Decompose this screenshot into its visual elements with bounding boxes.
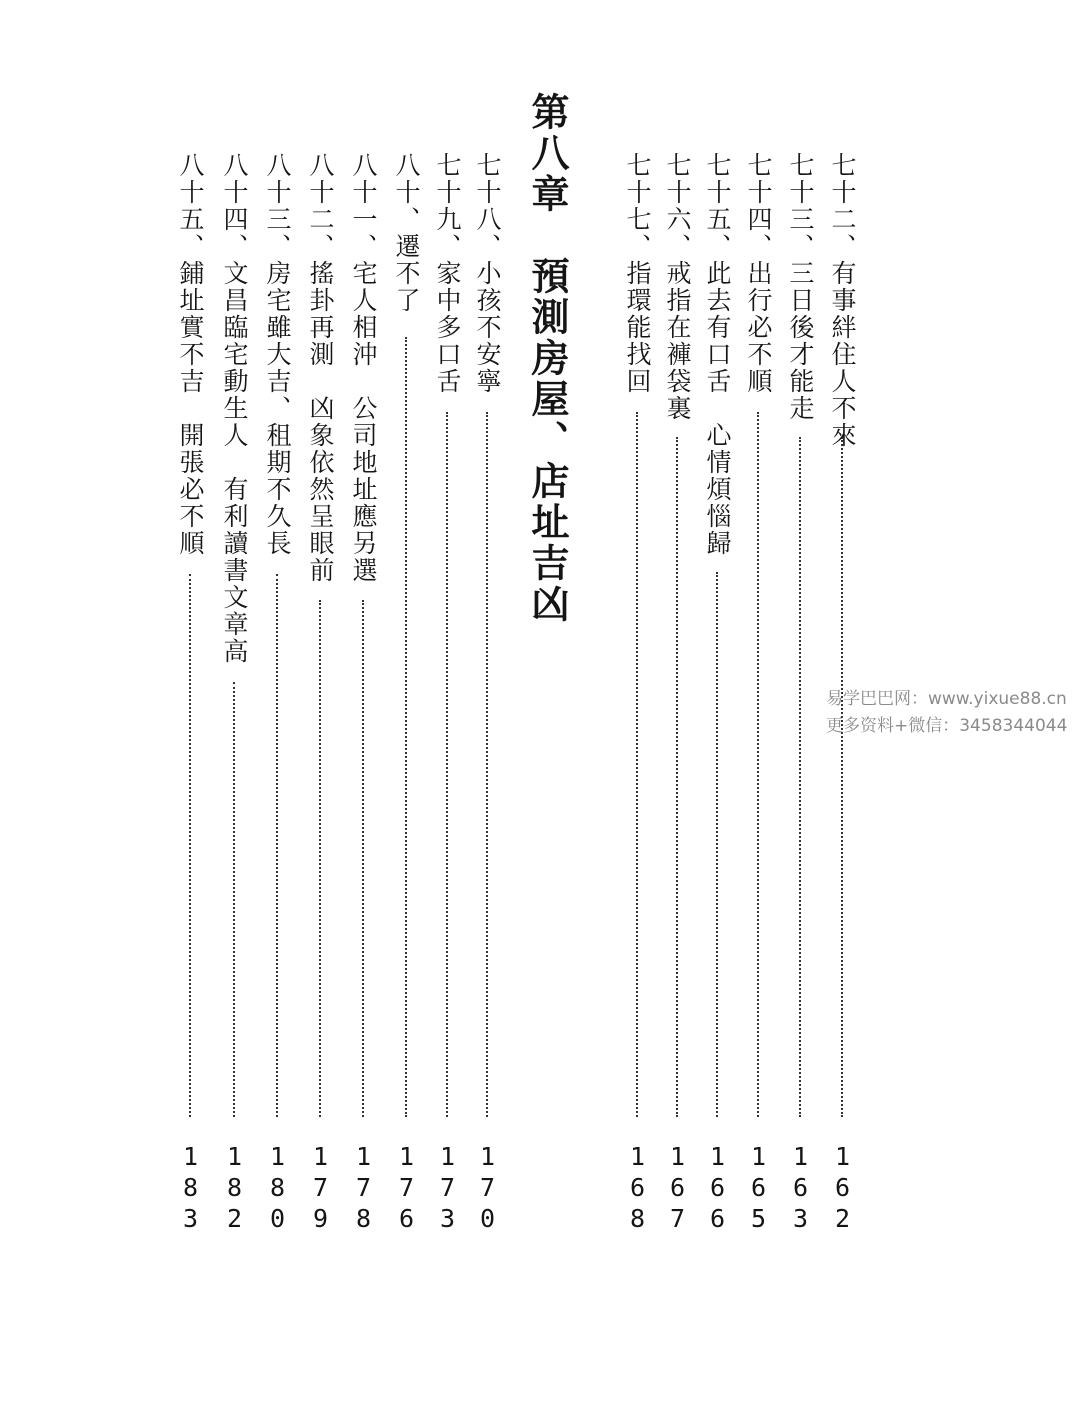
toc-entry-79 — [427, 152, 467, 1235]
leader-dots — [276, 574, 278, 1117]
leader-dots — [799, 437, 801, 1117]
entry-title: 七十三、三日後才能走 — [786, 152, 815, 422]
watermark-line-2: 更多资料+微信：3458344044 — [826, 716, 1068, 736]
entry-title: 八十三、房宅雖大吉、租期不久長 — [263, 152, 292, 557]
entry-title: 八十、遷不了 — [392, 152, 421, 314]
entry-title: 七十六、戒指在褲袋裏 — [663, 152, 692, 422]
entry-title: 七十四、出行必不順 — [744, 152, 773, 395]
entry-title: 七十二、有事絆住人不來 — [828, 152, 857, 449]
entry-page-number: 179 — [306, 1142, 335, 1235]
toc-entry-81 — [343, 152, 383, 1235]
entry-page-number: 180 — [263, 1142, 292, 1235]
entry-page-number: 170 — [473, 1142, 502, 1235]
entry-page-number: 162 — [828, 1142, 857, 1235]
entry-page-number: 163 — [786, 1142, 815, 1235]
entry-page-number: 168 — [623, 1142, 652, 1235]
leader-dots — [233, 682, 235, 1117]
entry-page-number: 178 — [349, 1142, 378, 1235]
leader-dots — [189, 574, 191, 1117]
toc-entry-75 — [697, 152, 737, 1235]
leader-dots — [446, 412, 448, 1117]
entry-page-number: 182 — [220, 1142, 249, 1235]
toc-entry-82 — [300, 152, 340, 1235]
entry-page-number: 183 — [176, 1142, 205, 1235]
leader-dots — [362, 600, 364, 1117]
chapter-heading: 第八章 預測房屋、店址吉凶 — [525, 92, 570, 625]
toc-entry-77 — [617, 152, 657, 1235]
entry-title: 七十五、此去有口舌 心情煩惱歸 — [703, 152, 732, 557]
leader-dots — [405, 337, 407, 1117]
watermark-line-1: 易学巴巴网：www.yixue88.cn — [826, 689, 1067, 709]
entry-title: 八十五、鋪址實不吉 開張必不順 — [176, 152, 205, 557]
toc-entry-83 — [257, 152, 297, 1235]
leader-dots — [319, 600, 321, 1117]
toc-entry-73 — [780, 152, 820, 1235]
entry-title: 七十八、小孩不安寧 — [473, 152, 502, 395]
entry-page-number: 165 — [744, 1142, 773, 1235]
entry-page-number: 166 — [703, 1142, 732, 1235]
leader-dots — [757, 412, 759, 1117]
entry-page-number: 176 — [392, 1142, 421, 1235]
entry-page-number: 173 — [433, 1142, 462, 1235]
toc-entry-84 — [214, 152, 254, 1235]
leader-dots — [841, 437, 843, 1117]
entry-title: 八十二、搖卦再測 凶象依然呈眼前 — [306, 152, 335, 584]
entry-page-number: 167 — [663, 1142, 692, 1235]
toc-entry-78 — [467, 152, 507, 1235]
toc-entry-74 — [738, 152, 778, 1235]
toc-entry-85 — [170, 152, 210, 1235]
entry-title: 七十九、家中多口舌 — [433, 152, 462, 395]
entry-title: 七十七、指環能找回 — [623, 152, 652, 395]
leader-dots — [486, 412, 488, 1117]
leader-dots — [636, 412, 638, 1117]
leader-dots — [676, 437, 678, 1117]
leader-dots — [716, 572, 718, 1117]
toc-entry-80 — [386, 152, 426, 1235]
entry-title: 八十四、文昌臨宅動生人 有利讀書文章高 — [220, 152, 249, 665]
toc-entry-76 — [657, 152, 697, 1235]
entry-title: 八十一、宅人相沖 公司地址應另選 — [349, 152, 378, 584]
